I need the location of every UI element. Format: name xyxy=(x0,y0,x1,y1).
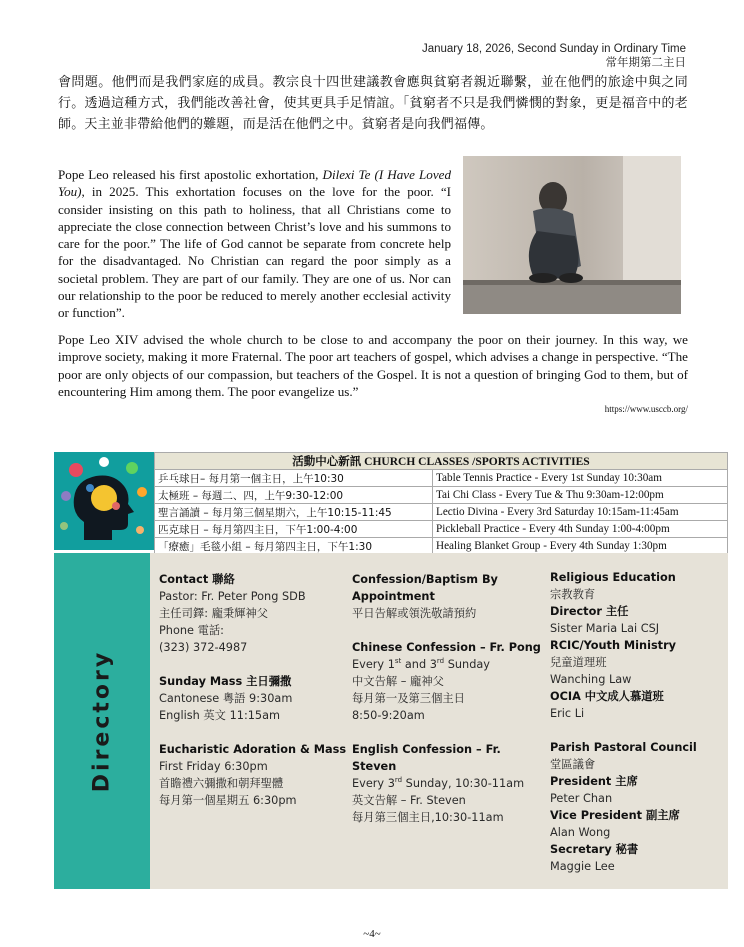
activity-zh: 匹克球日 – 每月第四主日，下午1:00-4:00 xyxy=(155,521,433,538)
chinese-confession-zh-1: 中文告解 – 龐神父 xyxy=(352,675,444,688)
activity-row xyxy=(155,470,728,487)
english-mass: English 英文 11:15am xyxy=(159,709,281,722)
phone-number[interactable]: (323) 372-4987 xyxy=(159,641,248,654)
confession-zh: 平日告解或領洗敬請預約 xyxy=(352,607,477,620)
date-line-chinese: 常年期第二主日 xyxy=(605,57,686,69)
directory-sidebar xyxy=(54,553,150,889)
english-confession-schedule: Every 3rd Sunday, 10:30-11am xyxy=(352,776,525,790)
directory-panel xyxy=(54,553,728,889)
chinese-confession-heading: Chinese Confession – Fr. Pong xyxy=(352,641,541,654)
chinese-confession-zh-2: 每月第一及第三個主日 xyxy=(352,692,465,705)
activity-row xyxy=(155,521,728,538)
activity-zh: 聖言誦讀 – 每月第三個星期六，上午10:15-11:45 xyxy=(155,504,433,521)
ocia-heading: OCIA 中文成人慕道班 xyxy=(550,690,664,703)
ocia-name: Eric Li xyxy=(550,707,585,720)
vice-president-name: Alan Wong xyxy=(550,826,611,839)
pastoral-council-zh: 堂區議會 xyxy=(550,758,596,771)
page-number: ~4~ xyxy=(363,928,381,940)
english-paragraph-2: Pope Leo XIV advised the whole church to be close to and accompany the poor on their journey. In this way, we improve society, making it more Fraternal. The poor art teachers of gospel, which advises a change in perspective. “The poor are only objects of our compassion, but teachers of the Gospel. It is not a question of bringing God to them, but of encountering Him among them. The poor evangelize us.” xyxy=(58,332,688,399)
english-paragraph-1: Pope Leo released his first apostolic exhortation, Dilexi Te (I Have Loved You), in 2025. This exhortation focuses on the love for the poor. “I consider insisting on this path to holiness, that all Christians come to appreciate the close connection between Christ’s love and his summons to care for the poor.” The life of God cannot be separate from concrete help for the disadvantaged. No Christian can regard the poor simply as a societal problem. They are part of our family. They are one of us. Nor can our relationship to the poor be reduced to merely another ecclesial activity or function”. xyxy=(58,167,451,321)
pastor-name-zh: 主任司鐸: 龐秉輝神父 xyxy=(159,607,269,620)
activities-table xyxy=(154,452,728,555)
cantonese-mass: Cantonese 粵語 9:30am xyxy=(159,692,293,705)
confession-heading: Confession/Baptism By Appointment xyxy=(352,573,498,603)
pastor-name: Pastor: Fr. Peter Pong SDB xyxy=(159,590,306,603)
director-name: Sister Maria Lai CSJ xyxy=(550,622,660,635)
adoration-heading: Eucharistic Adoration & Mass xyxy=(159,743,347,756)
activity-en: Pickleball Practice - Every 4th Sunday 1:00-4:00pm xyxy=(433,521,728,538)
contact-heading: Contact 聯絡 xyxy=(159,573,235,586)
sunday-mass-heading: Sunday Mass 主日彌撒 xyxy=(159,675,292,688)
secretary-heading: Secretary 秘書 xyxy=(550,843,639,856)
rcic-heading: RCIC/Youth Ministry xyxy=(550,639,677,652)
chinese-article-paragraph: 會問題。他們而是我們家庭的成員。教宗良十四世建議教會應與貧窮者親近聯繫，並在他們的旅途中與之同行。透過這種方式，我們能改善社會，使其更具手足情誼。「貧窮者不只是我們憐憫的對象，更是福音中的老師。天主並非帶給他們的難題，而是活在他們之中。貧窮者是向我們福傳。 xyxy=(58,75,688,132)
first-friday-zh-2: 每月第一個星期五 6:30pm xyxy=(159,794,297,807)
directory-column-contact xyxy=(159,571,347,809)
activity-en: Lectio Divina - Every 3rd Saturday 10:15am-11:45am xyxy=(433,504,728,521)
directory-column-confession xyxy=(352,571,547,826)
activity-zh: 「療癒」毛毯小組 – 每月第四主日，下午1:30 xyxy=(155,538,433,555)
chinese-confession-schedule: Every 1st and 3rd Sunday xyxy=(352,657,490,671)
activity-zh: 太極班 – 每週二、四，上午9:30-12:00 xyxy=(155,487,433,504)
vice-president-heading: Vice President 副主席 xyxy=(550,809,680,822)
activity-en: Healing Blanket Group - Every 4th Sunday 1:30pm xyxy=(433,538,728,555)
english-confession-heading: English Confession – Fr. Steven xyxy=(352,743,501,773)
exhortation-title: Dilexi Te (I Have Loved You) xyxy=(58,167,451,200)
directory-title: Directory xyxy=(89,649,115,793)
english-confession-zh-1: 英文告解 – Fr. Steven xyxy=(352,794,466,807)
activities-header: 活動中心新訊 CHURCH CLASSES /SPORTS ACTIVITIES xyxy=(155,453,728,470)
first-friday-zh-1: 首瞻禮六彌撒和朝拜聖體 xyxy=(159,777,284,790)
directory-column-ministries xyxy=(550,569,728,875)
activity-row xyxy=(155,487,728,504)
president-heading: President 主席 xyxy=(550,775,638,788)
activities-brain-icon xyxy=(54,452,154,550)
rcic-name: Wanching Law xyxy=(550,673,632,686)
activities-header-row xyxy=(155,453,728,470)
activity-en: Tai Chi Class - Every Tue & Thu 9:30am-12:00pm xyxy=(433,487,728,504)
activity-zh: 乒乓球日– 每月第一個主日，上午10:30 xyxy=(155,470,433,487)
first-friday: First Friday 6:30pm xyxy=(159,760,268,773)
director-heading: Director 主任 xyxy=(550,605,629,618)
citation-link[interactable]: https://www.usccb.org/ xyxy=(604,404,688,414)
bulletin-header xyxy=(422,42,686,70)
activity-row xyxy=(155,504,728,521)
poor-person-photo xyxy=(463,156,681,314)
activity-row xyxy=(155,538,728,555)
chinese-confession-time: 8:50-9:20am xyxy=(352,709,425,722)
president-name: Peter Chan xyxy=(550,792,613,805)
secretary-name: Maggie Lee xyxy=(550,860,615,873)
religious-education-zh: 宗教教育 xyxy=(550,588,596,601)
rcic-zh: 兒童道理班 xyxy=(550,656,607,669)
activity-en: Table Tennis Practice - Every 1st Sunday 10:30am xyxy=(433,470,728,487)
phone-label: Phone 電話: xyxy=(159,624,224,637)
pastoral-council-heading: Parish Pastoral Council xyxy=(550,741,697,754)
english-confession-zh-2: 每月第三個主日,10:30-11am xyxy=(352,811,504,824)
religious-education-heading: Religious Education xyxy=(550,571,676,584)
date-line: January 18, 2026, Second Sunday in Ordinary Time xyxy=(421,43,686,55)
